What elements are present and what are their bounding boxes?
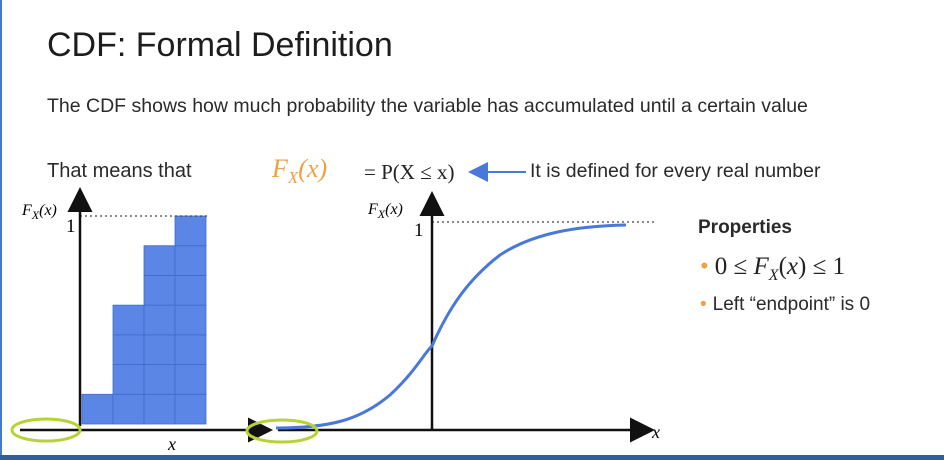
step-bar-block xyxy=(175,216,206,246)
step-bar-block xyxy=(144,275,175,305)
step-bar-block xyxy=(175,246,206,276)
step-bar-block xyxy=(144,394,175,424)
step-bar-block xyxy=(144,305,175,335)
left-y-label: $F_X(x)$ xyxy=(22,202,57,222)
page-title: CDF: Formal Definition xyxy=(47,26,393,64)
step-bar-block xyxy=(113,335,144,365)
step-bar-block xyxy=(113,305,144,335)
step-bar-block xyxy=(175,394,206,424)
step-bar-block xyxy=(113,365,144,395)
property-range: • $0 \le F_X(x) \le 1$ xyxy=(700,253,846,284)
cdf-symbol: $F_X(x)$ xyxy=(272,154,328,188)
probability-expression: = P(X ≤ x) xyxy=(364,160,455,184)
step-bar-block xyxy=(175,305,206,335)
step-bar-block xyxy=(175,275,206,305)
properties-title: Properties xyxy=(698,217,792,238)
means-label: That means that xyxy=(47,160,192,182)
cdf-curve xyxy=(276,225,626,428)
left-x-label: x xyxy=(168,434,176,454)
right-y-label: $F_X(x)$ xyxy=(368,201,403,221)
right-y-tick: 1 xyxy=(414,220,424,241)
bottom-bar xyxy=(0,455,944,460)
intro-text: The CDF shows how much probability the variable has accumulated until a certain value xyxy=(47,95,808,117)
left-y-tick: 1 xyxy=(66,216,76,237)
step-bar-block xyxy=(144,246,175,276)
step-bar-block xyxy=(175,335,206,365)
right-x-label: x xyxy=(652,422,660,442)
step-bar-block xyxy=(175,365,206,395)
property-left-endpoint: • Left “endpoint” is 0 xyxy=(700,294,871,315)
step-bar-block xyxy=(144,365,175,395)
step-bars xyxy=(82,216,206,424)
definition-note: It is defined for every real number xyxy=(530,160,821,182)
step-bar-block xyxy=(113,394,144,424)
step-bar-block xyxy=(82,394,113,424)
step-bar-block xyxy=(144,335,175,365)
